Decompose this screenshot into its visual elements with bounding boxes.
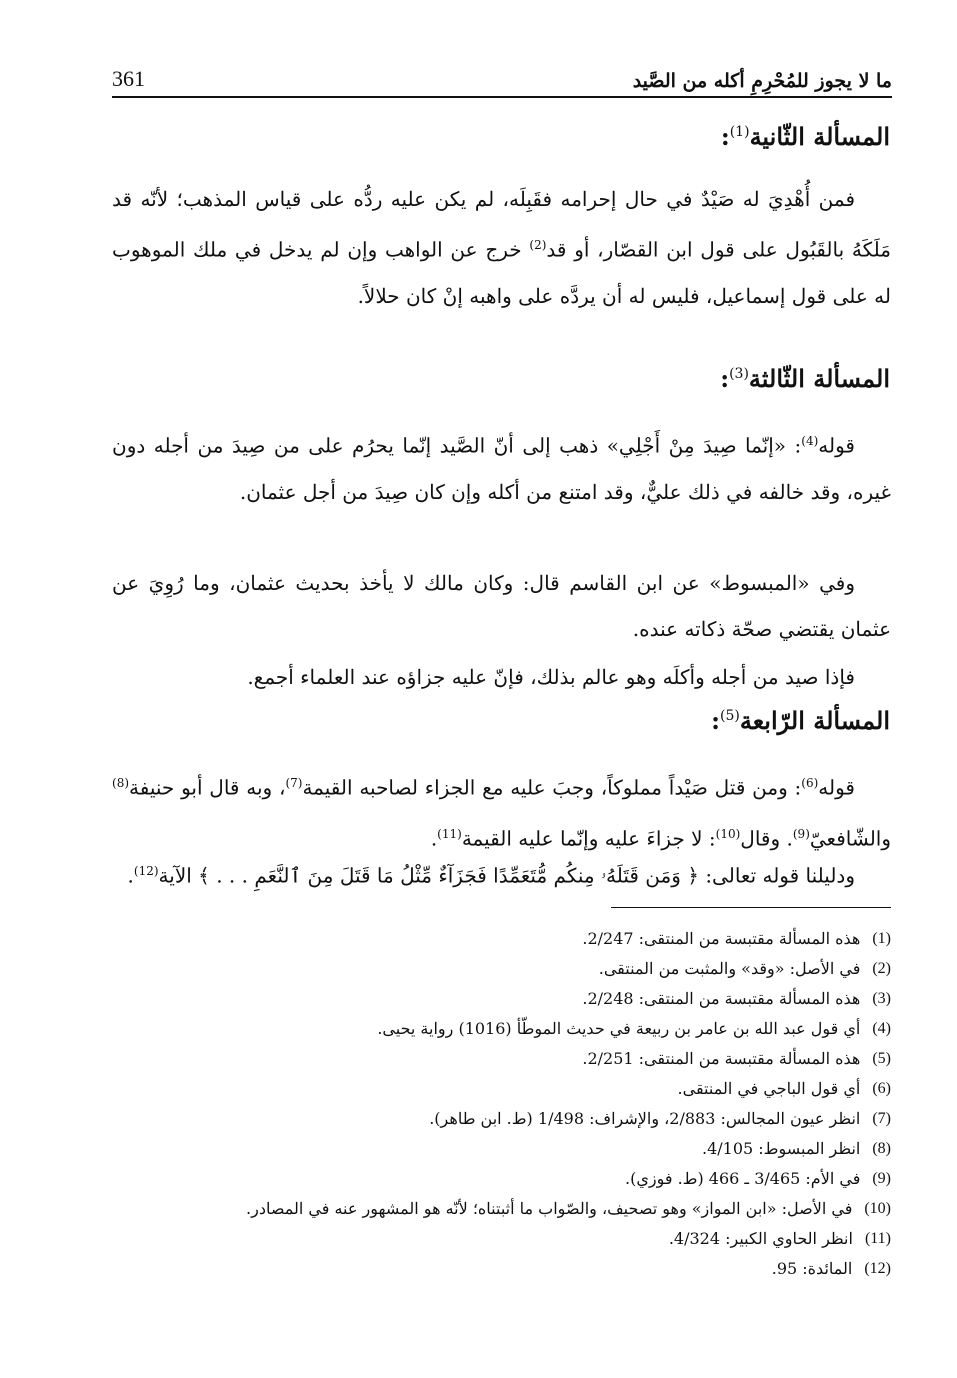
- footnote-ref[interactable]: (9): [792, 826, 810, 841]
- footnote-ref[interactable]: (2): [529, 238, 547, 252]
- page-number: 361: [112, 66, 145, 91]
- footnote-ref[interactable]: (4): [801, 434, 819, 448]
- footnote-item: (11) انظر الحاوي الكبير: 4/324.: [668, 1229, 891, 1248]
- paragraph: قوله$^{(4)}$: «إنّما صِيدَ مِنْ أَجْلِي» ذهب إلى أنّ الصَّيد إنّما يحرُم على من صِيدَ من أجله دون غيره، وقد خالفه في ذلك عليٌّ، وقد امتنع من أكله وإن كان صِيدَ من أجل عثمان.: [112, 433, 891, 504]
- footnote-ref[interactable]: (11): [437, 826, 462, 841]
- footnote-item: (5) هذه المسألة مقتبسة من المنتقى: 2/251.: [582, 1049, 891, 1068]
- footnote-item: (4) أي قول عبد الله بن عامر بن ربيعة في حديث الموطّأ (1016) رواية يحيى.: [377, 1019, 891, 1038]
- footnote-ref[interactable]: (3): [729, 366, 749, 382]
- footnote-item: (2) في الأصل: «وقد» والمثبت من المنتقى.: [598, 959, 891, 978]
- footnote-item: (9) في الأم: 3/465 ـ 466 (ط. فوزي).: [625, 1169, 891, 1188]
- paragraph: وفي «المبسوط» عن ابن القاسم قال: وكان مالك لا يأخذ بحديث عثمان، وما رُوِيَ عن عثمان يقتضي صحّة ذكاته عنده.: [112, 571, 891, 641]
- footnote-ref[interactable]: (6): [801, 776, 819, 790]
- paragraph: ودليلنا قوله تعالى: ﴿ وَمَن قَتَلَهُۥ مِنكُم مُّتَعَمِّدًا فَجَزَآءٌ مِّثْلُ مَا قَتَلَ مِنَ ٱلنَّعَمِ . . . ﴾ الآية$^{(12)}$.: [127, 863, 855, 888]
- section-heading-2: المسألة الثّانية$^{(1)}$:: [720, 122, 890, 151]
- footnote-ref[interactable]: (12): [133, 864, 159, 878]
- footnote-item: (7) انظر عيون المجالس: 2/883، والإشراف: 1/498 (ط. ابن طاهر).: [429, 1109, 891, 1128]
- footnote-item: (6) أي قول الباجي في المنتقى.: [677, 1079, 891, 1098]
- page-header: [112, 58, 892, 98]
- footnote-item: (8) انظر المبسوط: 4/105.: [701, 1139, 891, 1158]
- running-title: ما لا يجوز للمُحْرِمِ أكله من الصَّيد: [632, 70, 892, 92]
- footnote-item: (10) في الأصل: «ابن المواز» وهو تصحيف، والصّواب ما أثبتناه؛ لأنّه هو المشهور عنه في المصادر.: [246, 1199, 891, 1218]
- footnote-item: (1) هذه المسألة مقتبسة من المنتقى: 2/247.: [582, 929, 891, 948]
- footnote-ref[interactable]: (7): [285, 776, 303, 790]
- footnote-divider: [611, 907, 891, 908]
- section-heading-4: المسألة الرّابعة$^{(5)}$:: [711, 706, 890, 735]
- footnote-ref[interactable]: (10): [715, 826, 741, 841]
- footnote-ref[interactable]: (1): [729, 124, 750, 140]
- footnote-ref[interactable]: (5): [720, 708, 740, 724]
- section-heading-3: المسألة الثّالثة$^{(3)}$:: [720, 364, 890, 393]
- footnotes: [112, 924, 891, 1284]
- paragraph: فمن أُهْدِيَ له صَيْدٌ في حال إحرامه فقَبِلَه، لم يكن عليه ردُّه على قياس المذهب؛ لأنّه قد مَلَكَهُ بالقَبُول على قول ابن القصّار، أو قد$^{(2)}$ خرج عن الواهب وإن لم يدخل في ملك الموهوب له على قول إسماعيل، فليس له أن يردَّه على واهبه إنْ كان حلالاً.: [112, 187, 892, 308]
- footnote-item: (3) هذه المسألة مقتبسة من المنتقى: 2/248.: [582, 989, 891, 1008]
- footnote-item: (12) المائدة: 95.: [771, 1259, 891, 1278]
- paragraph: فإذا صيد من أجله وأكلَه وهو عالم بذلك، فإنّ عليه جزاؤه عند العلماء أجمع.: [247, 665, 855, 689]
- paragraph: قوله$^{(6)}$: ومن قتل صَيْداً مملوكاً، وجبَ عليه مع الجزاء لصاحبه القيمة$^{(7)}$، وبه قال أبو حنيفة$^{(8)}$ والشّافعيّ$^{(9)}$. وقال$^{(10)}$: لا جزاءَ عليه وإنّما عليه القيمة$^{(11)}$.: [112, 775, 891, 851]
- footnote-ref[interactable]: (8): [112, 776, 130, 790]
